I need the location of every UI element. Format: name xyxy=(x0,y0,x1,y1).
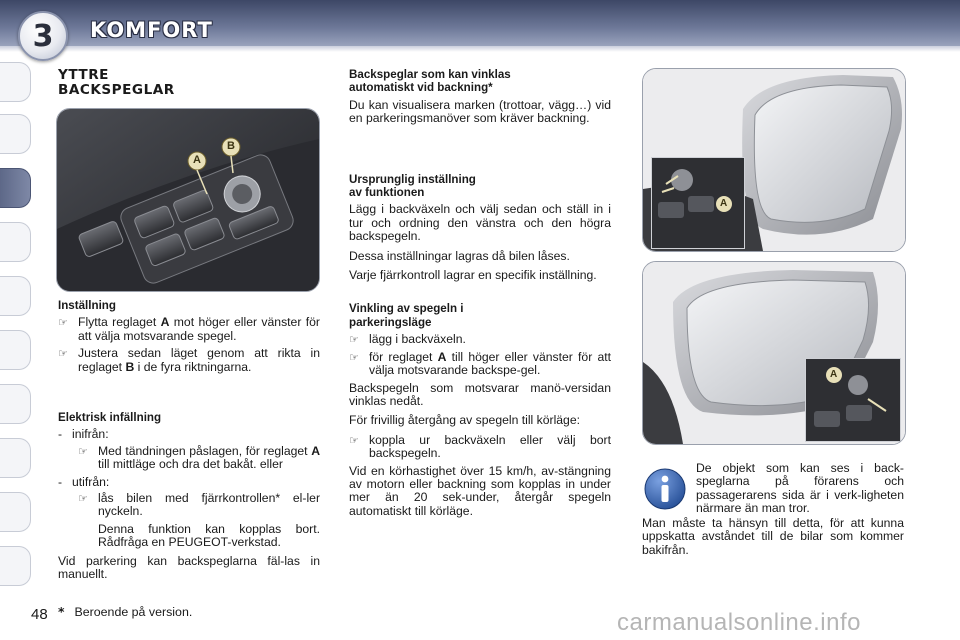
pointing-hand-icon: ☞ xyxy=(58,316,68,330)
door-switch-photo xyxy=(56,108,320,292)
section-title: YTTRE BACKSPEGLAR xyxy=(58,67,175,98)
chapter-tab[interactable] xyxy=(0,330,31,370)
list-item xyxy=(349,351,611,378)
item-text xyxy=(98,445,320,472)
paragraph: Dessa inställningar lagras då bilen låses. xyxy=(349,248,570,263)
list-item xyxy=(58,445,320,472)
list-item xyxy=(58,492,320,519)
chapter-tab[interactable] xyxy=(0,492,31,532)
dash: - xyxy=(58,427,63,442)
footnote-star: * xyxy=(58,604,65,619)
callout-a: A xyxy=(830,369,838,380)
key-label: B xyxy=(125,359,135,374)
chapter-title: KOMFORT xyxy=(90,18,213,42)
callout-b: B xyxy=(227,140,235,152)
subheading: Elektrisk infällning xyxy=(58,411,162,424)
chapter-tab[interactable] xyxy=(0,222,31,262)
key-label: A xyxy=(311,443,320,458)
footnote xyxy=(58,604,192,619)
subheading: Vinkling av spegeln i parkeringsläge xyxy=(349,302,464,329)
chapter-tab[interactable] xyxy=(0,62,31,102)
item-text xyxy=(78,347,320,374)
switch-inset-bottom xyxy=(805,358,901,442)
list-item xyxy=(58,316,320,343)
paragraph: Lägg i backväxeln och välj sedan och ställ in i tur och ordning den vänstra och den högra backspegeln. xyxy=(349,202,611,244)
list-item xyxy=(58,428,320,441)
switch-inset-illustration xyxy=(806,359,900,441)
text: inifrån: xyxy=(72,427,109,442)
text: Flytta reglaget xyxy=(78,315,161,330)
elektrisk-section xyxy=(58,411,320,581)
text: Med tändningen påslagen, för reglaget xyxy=(98,443,312,458)
info-note-continuation: Man måste ta hänsyn till detta, för att kunna uppskatta avståndet till de bilar som kommer bakifrån. xyxy=(642,516,904,557)
text: till höger eller vänster för att välja motsvarande backspe-gel. xyxy=(369,349,611,378)
dash: - xyxy=(58,474,63,489)
paragraph: Vid parkering kan backspeglarna fäl-las in manuellt. xyxy=(58,553,320,582)
text: till mittläge och dra det bakåt. eller xyxy=(98,457,283,472)
paragraph: Varje fjärrkontroll lagrar en specifik inställning. xyxy=(349,268,597,283)
chapter-tab[interactable] xyxy=(0,546,31,586)
pointing-hand-icon: ☞ xyxy=(349,350,359,364)
chapter-tab[interactable] xyxy=(0,114,31,154)
key-label: A xyxy=(160,315,170,330)
callout-a: A xyxy=(720,198,728,209)
item-text xyxy=(369,351,611,378)
paragraph: För frivillig återgång av spegeln till körläge: xyxy=(349,413,580,428)
column-left xyxy=(58,68,320,98)
switch-inset-illustration xyxy=(652,158,744,248)
info-note: De objekt som kan ses i back-speglarna på förarens och passagerarens sida är i verk-ligheten närmare än man tror. xyxy=(696,461,904,516)
list-item xyxy=(58,347,320,374)
chapter-tab[interactable] xyxy=(0,276,31,316)
text: utifrån: xyxy=(72,474,110,489)
text: i de fyra riktningarna. xyxy=(134,359,252,374)
pointing-hand-icon: ☞ xyxy=(349,433,359,447)
header-divider xyxy=(0,46,960,52)
page-number: 48 xyxy=(31,606,48,623)
mirror-photo-top xyxy=(642,68,906,252)
chapter-number-badge xyxy=(18,11,68,61)
pointing-hand-icon: ☞ xyxy=(78,492,88,506)
list-item xyxy=(349,333,611,346)
paragraph: Du kan visualisera marken (trottoar, vägg…) vid en parkeringsmanöver som kräver backning. xyxy=(349,97,611,126)
item-text: koppla ur backväxeln eller välj bort backspegeln. xyxy=(369,432,611,461)
mirror-photo-bottom xyxy=(642,261,906,445)
switch-inset-top xyxy=(651,157,745,249)
list-item xyxy=(349,434,611,461)
pointing-hand-icon: ☞ xyxy=(349,333,359,347)
paragraph: Backspegeln som motsvarar manö-versidan vinklas nedåt. xyxy=(349,380,611,408)
text: för reglaget xyxy=(369,349,438,364)
text: Justera sedan läget genom att rikta in reglaget xyxy=(78,346,320,374)
paragraph: Vid en körhastighet över 15 km/h, av-stängning av motorn eller backning som kopplas in under mer än 20 sek-under, återgår spegeln automatiskt till körläge. xyxy=(349,463,611,518)
subheading: Ursprunglig inställning av funktionen xyxy=(349,172,476,200)
text: mot höger eller vänster för att välja motsvarande spegel. xyxy=(78,315,320,343)
installning-section xyxy=(58,299,320,378)
column-middle xyxy=(349,68,611,518)
item-text: lägg i backväxeln. xyxy=(369,332,466,347)
note: Denna funktion kan kopplas bort. Rådfråga en PEUGEOT-verkstad. xyxy=(98,521,320,550)
callout-a: A xyxy=(193,154,201,166)
pointing-hand-icon: ☞ xyxy=(78,444,88,458)
footnote-text: Beroende på version. xyxy=(74,605,193,619)
list-item xyxy=(58,476,320,489)
chapter-number: 3 xyxy=(32,18,54,54)
door-switch-illustration xyxy=(57,109,319,291)
chapter-tab-active[interactable] xyxy=(0,168,31,208)
item-text: lås bilen med fjärrkontrollen* el-ler nyckeln. xyxy=(98,491,320,519)
key-label: A xyxy=(437,349,447,364)
subheading: Inställning xyxy=(58,299,116,312)
watermark: carmanualsonline.info xyxy=(617,609,861,636)
chapter-tab[interactable] xyxy=(0,438,31,478)
chapter-tab[interactable] xyxy=(0,384,31,424)
pointing-hand-icon: ☞ xyxy=(58,347,68,361)
subheading: Backspeglar som kan vinklas automatiskt vid backning* xyxy=(349,68,511,95)
info-icon xyxy=(644,468,686,510)
item-text xyxy=(78,316,320,343)
